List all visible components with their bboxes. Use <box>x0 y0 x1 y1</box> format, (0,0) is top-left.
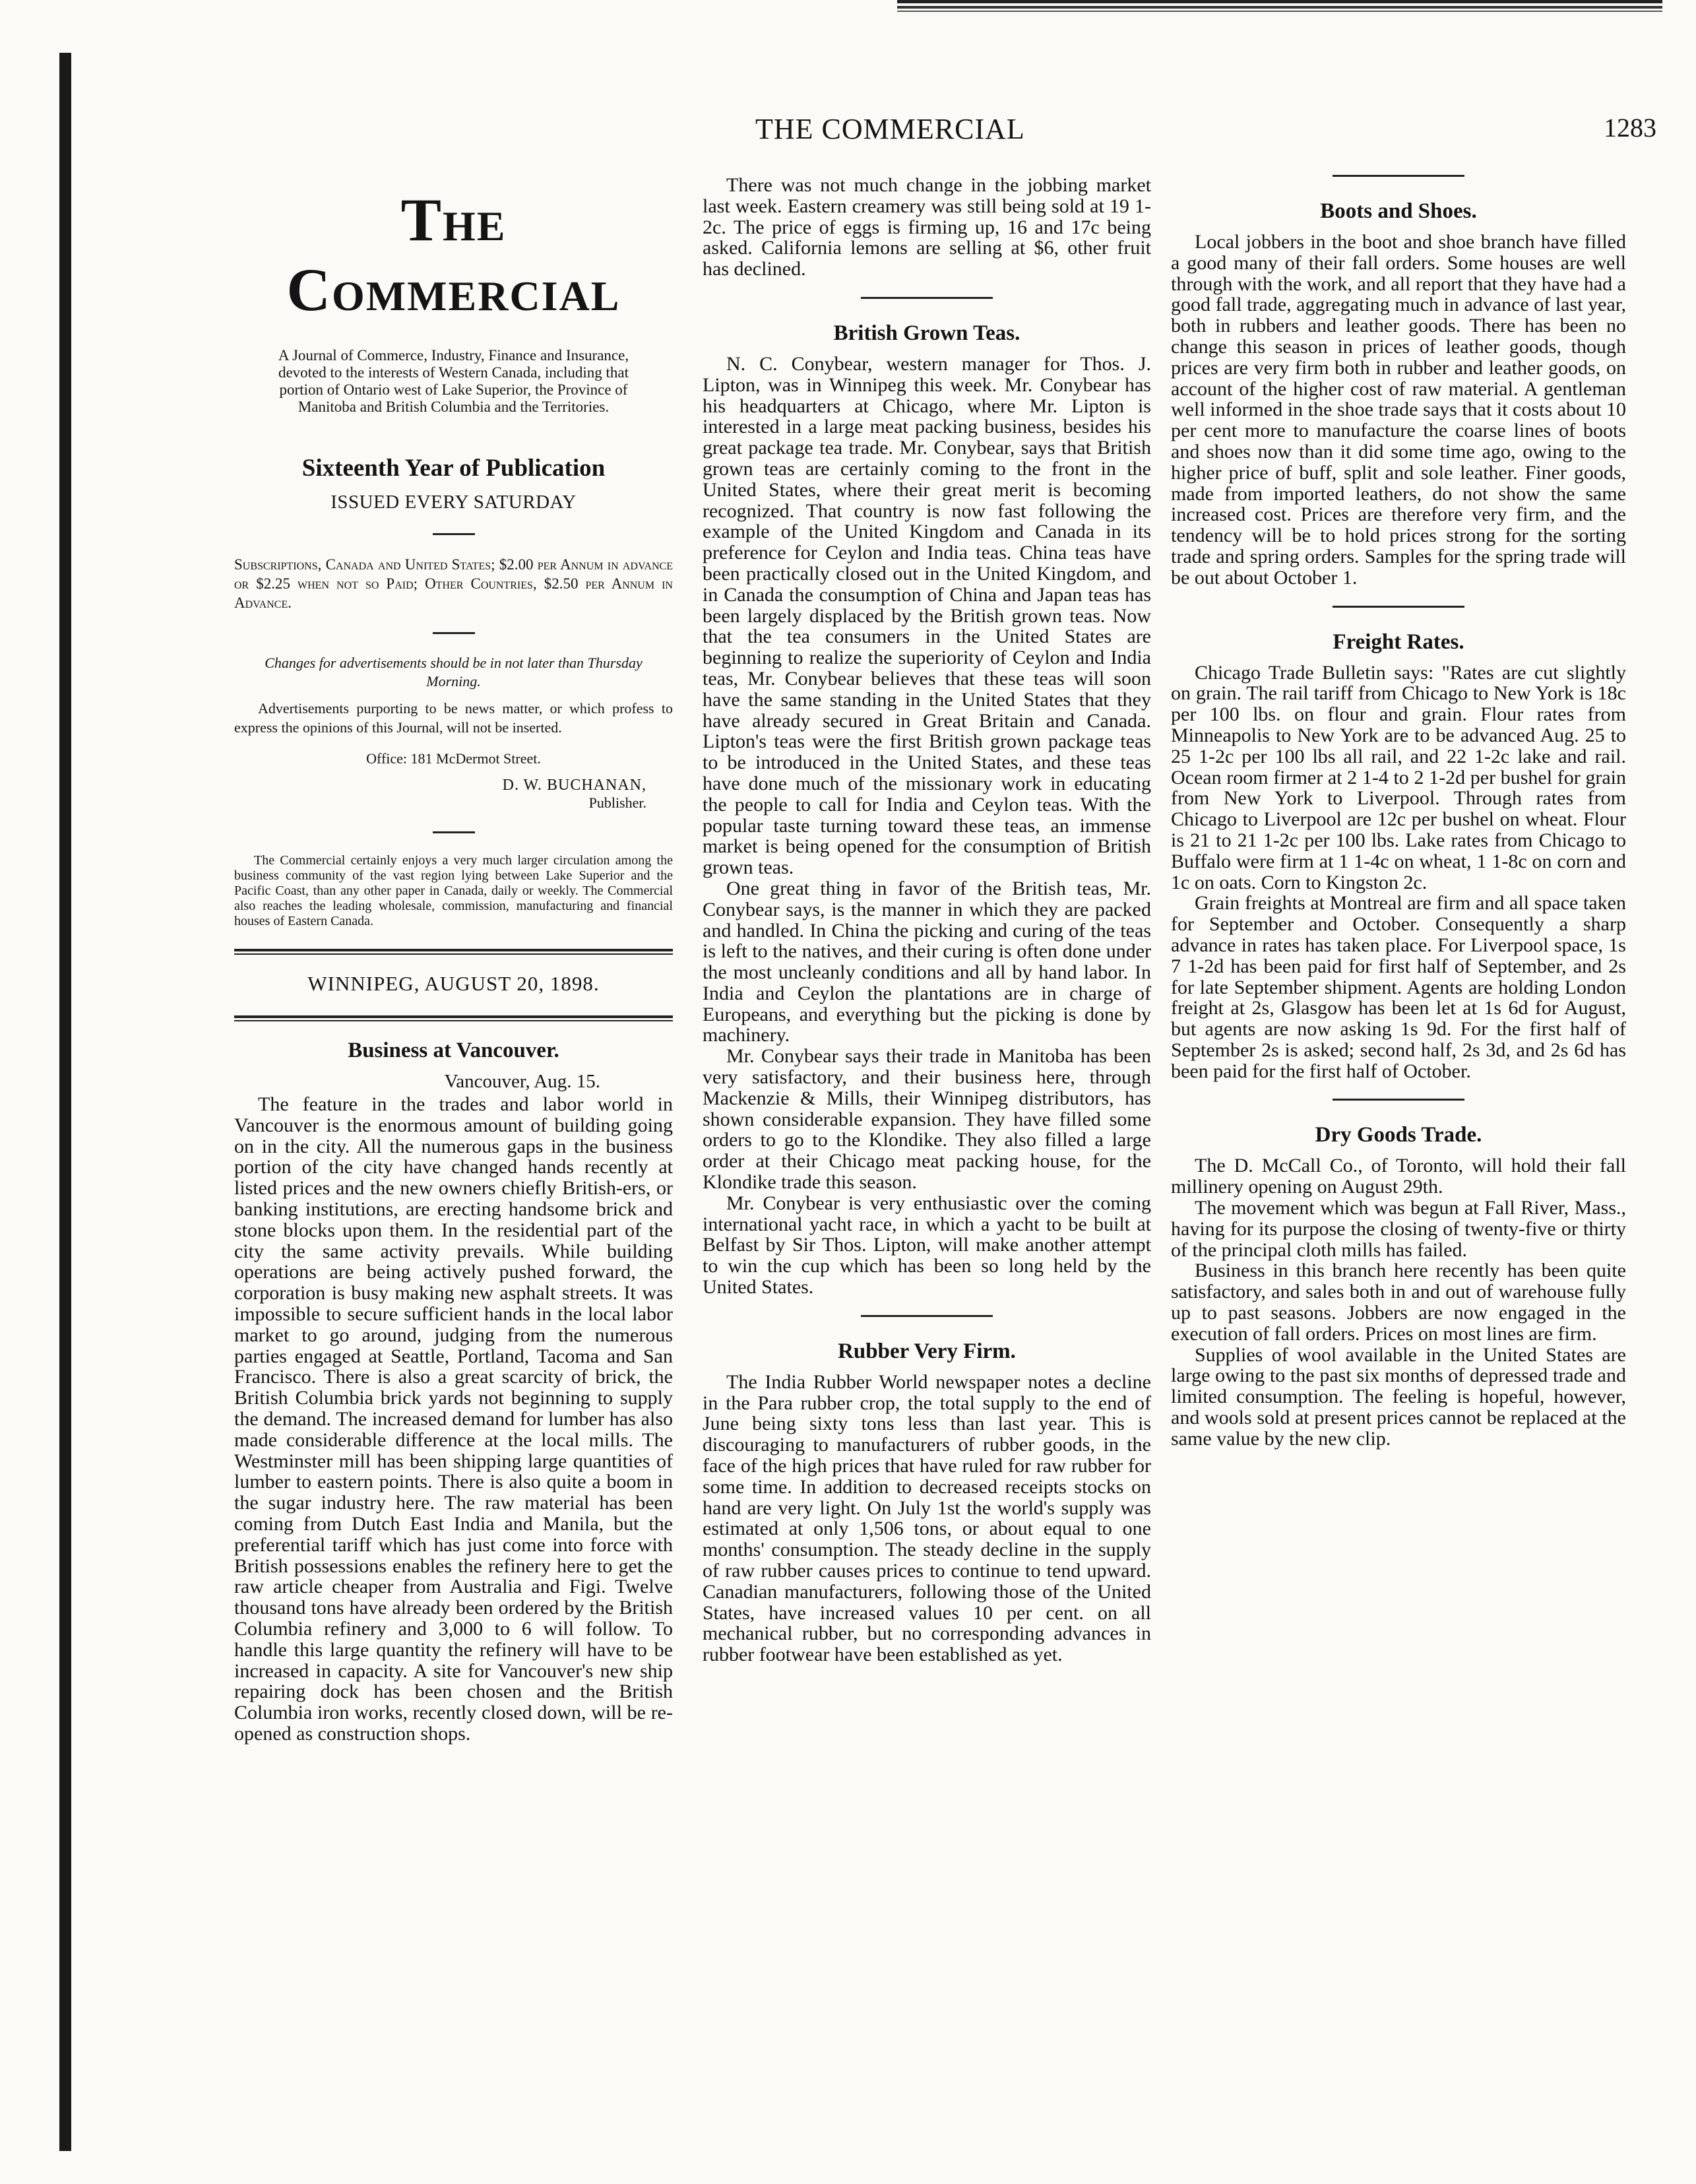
office-address: Office: 181 McDermot Street. <box>366 750 541 767</box>
double-rule <box>234 1015 673 1021</box>
column-right <box>1171 175 1626 1450</box>
article-title-freight: Freight Rates. <box>1333 629 1464 654</box>
page-binding-edge <box>59 53 71 2151</box>
paragraph: One great thing in favor of the British teas, Mr. Conybear says, is the manner in which they are packed and handled. In China the picking and curing of the teas is left to the natives, and their curing is often done under the most uncleanly conditions and all by hand labor. In India and Ceylon the plantations are in charge of Europeans, and everything but the picking is done by machinery. <box>703 877 1151 1046</box>
top-border-rule <box>897 0 1662 15</box>
paragraph: Mr. Conybear is very enthusiastic over the coming international yacht race, in which a yacht to be built at Belfast by Sir Thos. Lipton, will make another attempt to win the cup which has been so long held by the United States. <box>703 1192 1151 1299</box>
section-separator <box>861 297 993 299</box>
publisher-name: D. W. BUCHANAN, <box>502 777 646 794</box>
column-left <box>234 185 673 1745</box>
section-separator <box>1333 606 1464 608</box>
short-rule <box>433 632 475 634</box>
masthead-title: The Commercial <box>286 186 621 323</box>
paragraph: The movement which was begun at Fall River, Mass., having for its purpose the closing of twenty-five or thirty of the principal cloth mills has failed. <box>1171 1197 1626 1261</box>
article-body-freight <box>1171 662 1626 1082</box>
column-middle <box>703 175 1151 1665</box>
article-body-drygoods <box>1171 1155 1626 1449</box>
paragraph: Business in this branch here recently has been quite satisfactory, and sales both in and out of warehouse fully up to past seasons. Jobbers are now engaged in the execution of fall orders. Prices on most lines are firm. <box>1171 1260 1626 1345</box>
paragraph: The D. McCall Co., of Toronto, will hold their fall millinery opening on August 29th. <box>1171 1155 1626 1198</box>
circulation-note: The Commercial certainly enjoys a very much larger circulation among the business community of the vast region lying between Lake Superior and the Pacific Coast, than any other paper in Canada, daily or weekly. The Commercial also reaches the leading wholesale, commission, manufacturing and financial houses of Eastern Canada. <box>234 853 673 928</box>
article-title-rubber: Rubber Very Firm. <box>838 1339 1016 1363</box>
section-separator <box>1333 175 1464 177</box>
article-title-teas: British Grown Teas. <box>833 321 1021 345</box>
publisher-title: Publisher. <box>588 794 646 811</box>
article-body-rubber <box>703 1372 1151 1665</box>
paragraph: Local jobbers in the boot and shoe branch have filled a good many of their fall orders. Some houses are well through with the work, and all report that they have had a good fall trade, aggregating much in advance of last year, both in rubbers and leather goods. There has been no change this season in prices of leather goods, though prices are very firm both in rubber and leather goods, on account of the higher cost of raw material. A gentleman well informed in the shoe trade says that it costs about 10 per cent more to manufacture the coarse lines of boots and shoes now than it did some time ago, owing to the higher price of buff, split and sole leather. Finer goods, made from imported leathers, do not show the same increased cost. Prices are therefore very firm, and the tendency will be to hold prices strong for the sorting trade and spring orders. Samples for the spring trade will be out about October 1. <box>1171 231 1626 589</box>
article-title-vancouver: Business at Vancouver. <box>348 1039 559 1062</box>
section-separator <box>861 1315 993 1317</box>
paragraph: The India Rubber World newspaper notes a decline in the Para rubber crop, the total supply to the end of June being sixty tons less than last year. This is discouraging to manufacturers of rubber goods, in the face of the high prices that have ruled for raw rubber for some time. In addition to decreased receipts stocks on hand are very light. On July 1st the world's supply was estimated at only 1,506 tons, or about equal to one months' consumption. The steady decline in the supply of raw rubber causes prices to continue to tend upward. Canadian manufacturers, following those of the United States, have increased values 10 per cent. on all mechanical rubber, but no corresponding advances in rubber footwear have been established as yet. <box>703 1370 1151 1666</box>
paragraph: Supplies of wool available in the United States are large owing to the past six months of depressed trade and limited consumption. The feeling is hopeful, however, and wools sold at present prices cannot be replaced at the same value by the new clip. <box>1171 1343 1626 1450</box>
paragraph: Chicago Trade Bulletin says: "Rates are cut slightly on grain. The rail tariff from Chicago to New York is 18c per 100 lbs. on flour and grain. Flour rates from Minneapolis to New York are to be advanced Aug. 25 to 25 1-2c per 100 lbs all rail, and 22 1-2c lake and rail. Ocean room firmer at 2 1-4 to 2 1-2d per bushel for grain from New York to Liverpool. Through rates from Chicago to Liverpool are 12c per bushel on wheat. Flour is 21 to 21 1-2c per 100 lbs. Lake rates from Chicago to Buffalo were firm at 1 1-4c on wheat, 1 1-8c on corn and 1c on oats. Corn to Kingston 2c. <box>1171 661 1626 893</box>
short-rule <box>433 533 475 535</box>
masthead-description: A Journal of Commerce, Industry, Finance and Insurance, devoted to the interests of Western Canada, including that portion of Ontario west of Lake Superior, the Province of Manitoba and British Columbia and the Territories. <box>278 347 629 415</box>
year-of-publication: Sixteenth Year of Publication <box>301 455 606 482</box>
subscription-terms: Subscriptions, Canada and United States; $2.00 per Annum in advance or $2.25 when not so Paid; Other Countries, $2.50 per Annum in Advance. <box>234 556 673 611</box>
changes-notice: Changes for advertisements should be in not later than Thursday Morning. <box>265 655 643 690</box>
paragraph: N. C. Conybear, western manager for Thos. J. Lipton, was in Winnipeg this week. Mr. Conybear has his headquarters at Chicago, where Mr. Lipton is interested in a large meat packing business, besides his great package tea trade. Mr. Conybear, says that British grown teas are certainly coming to the front in the United States, where their great merit is becoming recognized. That country is now fast following the example of the United Kingdom and Canada in its preference for Ceylon and India teas. China teas have been practically closed out in the United Kingdom, and in Canada the consumption of China and Japan teas has been largely displaced by the British grown teas. Now that the tea consumers in the United States are beginning to realize the superiority of Ceylon and India teas, Mr. Conybear believes that these teas will soon have the same standing in the United States that they have already secured in Great Britain and Canada. Lipton's teas were the first British grown package teas to be introduced in the United States, and these teas have done much of the missionary work in educating the people to call for India and Ceylon teas. With the popular taste turning toward these teas, an immense market is being opened for the consumption of British grown teas. <box>703 352 1151 879</box>
article-body-vancouver-cont <box>703 175 1151 280</box>
paragraph: Mr. Conybear says their trade in Manitoba has been very satisfactory, and their business here, through Mackenzie & Mills, their Winnipeg distributors, has shown considerable expansion. They have filled some orders to go to the Klondike. They also filled a large order at their Chicago meat packing house, for the Klondike trade this season. <box>703 1045 1151 1194</box>
issued-every-saturday: ISSUED EVERY SATURDAY <box>330 492 577 513</box>
paragraph: There was not much change in the jobbing market last week. Eastern creamery was still being sold at 19 1-2c. The price of eggs is firming up, 16 and 17c being asked. California lemons are selling at $6, other fruit has declined. <box>703 174 1151 280</box>
advertisements-notice: Advertisements purporting to be news matter, or which profess to express the opinions of this Journal, will not be inserted. <box>234 700 673 736</box>
article-title-boots: Boots and Shoes. <box>1320 199 1477 223</box>
running-head: THE COMMERCIAL <box>755 113 1025 145</box>
page-number: 1283 <box>1604 113 1656 143</box>
double-rule <box>234 949 673 955</box>
issue-dateline: WINNIPEG, AUGUST 20, 1898. <box>307 972 600 995</box>
short-rule <box>433 831 475 833</box>
section-separator <box>1333 1099 1464 1101</box>
paragraph: Grain freights at Montreal are firm and all space taken for September and October. Consequently a sharp advance in rates has taken place. For Liverpool space, 1s 7 1-2d has been paid for first half of September, and 2s for late September shipment. Agents are holding London freight at 2s, Glasgow has been let at 1s 6d for August, but agents are now asking 1s 9d. For the first half of September 2s is asked; second half, 2s 3d, and 2s 6d has been paid for the first half of October. <box>1171 892 1626 1082</box>
vancouver-dateline: Vancouver, Aug. 15. <box>444 1071 600 1092</box>
article-title-drygoods: Dry Goods Trade. <box>1315 1123 1482 1147</box>
article-body-boots <box>1171 232 1626 589</box>
paragraph: The feature in the trades and labor world in Vancouver is the enormous amount of building going on in the city. All the numerous gaps in the business portion of the city have changed hands recently at listed prices and the new owners chiefly British-ers, or banking institutions, are erecting handsome brick and stone blocks upon them. In the residential part of the city the same activity prevails. While building operations are being actively pushed forward, the corporation is busy making new asphalt streets. It was impossible to secure sufficient hands in the local labor market to go around, judging from the numerous parties engaged at Seattle, Portland, Tacoma and San Francisco. There is also a great scarcity of brick, the British Columbia brick yards not beginning to supply the demand. The increased demand for lumber has also made considerable difference at the local mills. The Westminster mill has been shipping large quantities of lumber to eastern points. There is also quite a boom in the sugar industry here. The raw material has been coming from Dutch East India and Manila, but the preferential tariff which has just come into force with British possessions enables the refinery here to get the raw article cheaper from Australia and Figi. Twelve thousand tons have already been ordered by the British Columbia refinery and 3,000 to 6 will follow. To handle this large quantity the refinery will have to be increased in capacity. A site for Vancouver's new ship repairing dock has been chosen and the British Columbia iron works, recently closed down, will be re-opened as construction shops. <box>234 1093 673 1745</box>
article-body-vancouver <box>234 1094 673 1745</box>
article-body-teas <box>703 354 1151 1298</box>
